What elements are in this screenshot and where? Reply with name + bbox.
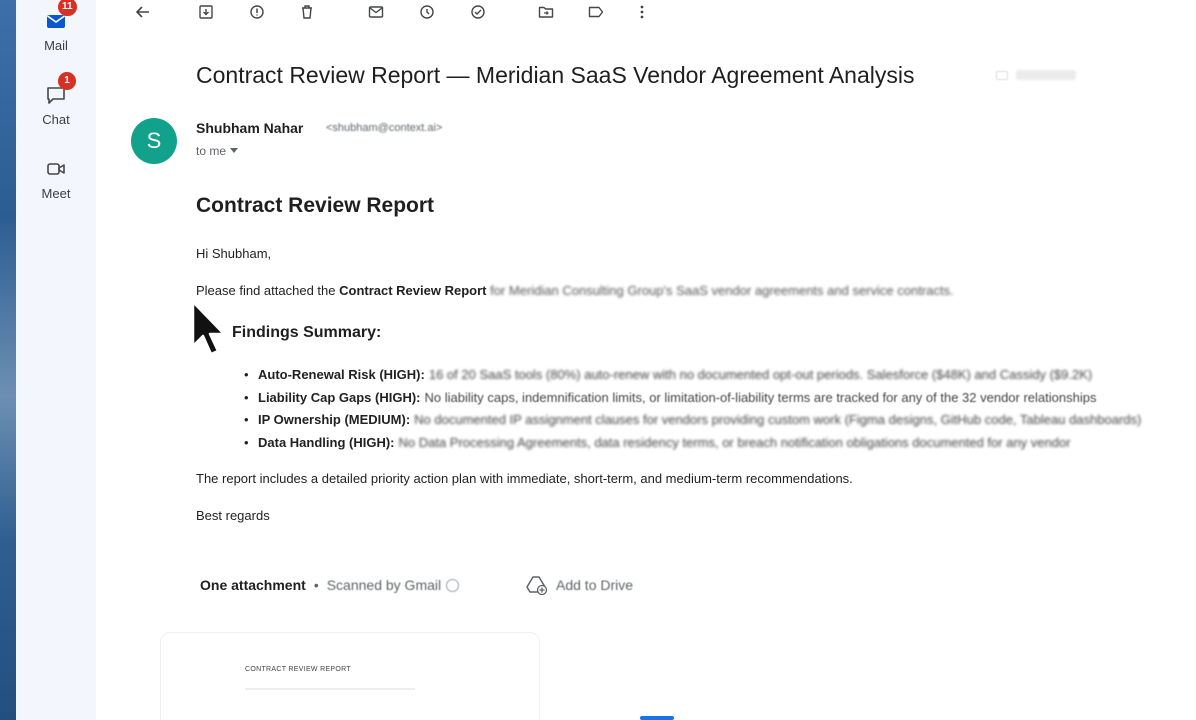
add-task-icon[interactable]: [467, 2, 489, 22]
message-toolbar: [120, 0, 680, 24]
snooze-icon[interactable]: [416, 2, 438, 22]
add-to-drive-icon: [526, 575, 548, 595]
finding-label: Data Handling (HIGH):: [258, 434, 395, 450]
list-item: [244, 434, 1196, 457]
email-subject: Contract Review Report — Meridian SaaS Vendor Agreement Analysis: [196, 62, 915, 88]
report-spam-icon[interactable]: [246, 2, 268, 22]
intro-prefix: Please find attached the: [196, 283, 340, 298]
finding-label: IP Ownership (MEDIUM):: [258, 412, 411, 427]
more-vert-icon[interactable]: [631, 2, 653, 22]
bullet-icon: •: [244, 412, 249, 427]
recipient-details-toggle[interactable]: [196, 144, 238, 158]
intro-suffix: for Meridian Consulting Group's SaaS vendor agreements and service contracts.: [486, 283, 954, 298]
greeting-text: Hi Shubham,: [196, 246, 272, 261]
scroll-indicator: [640, 716, 674, 720]
rail-item-label: Chat: [42, 112, 70, 127]
bullet-icon: •: [244, 367, 249, 382]
rail-item-label: Meet: [41, 186, 71, 201]
finding-text: No liability caps, indemnification limits, or limitation-of-liability terms are tracked for any of the 32 vendor relationships: [424, 389, 1097, 405]
chat-unread-badge: 1: [58, 72, 76, 90]
subject-labels: [996, 70, 1076, 80]
add-to-drive-label: Add to Drive: [556, 577, 634, 593]
delete-icon[interactable]: [296, 2, 318, 22]
intro-bold: Contract Review Report: [339, 283, 487, 298]
signoff-text: Best regards: [196, 508, 270, 523]
move-to-icon[interactable]: [535, 2, 557, 22]
desktop-wallpaper: [0, 0, 16, 720]
separator-dot: •: [313, 577, 319, 593]
rail-item-mail[interactable]: [16, 1, 96, 68]
chevron-down-icon: [230, 148, 238, 154]
rail-item-meet[interactable]: [16, 154, 96, 216]
chat-icon: [40, 75, 72, 110]
archive-icon[interactable]: [195, 2, 217, 22]
mouse-pointer-icon: [190, 300, 228, 358]
to-me-label: to me: [196, 144, 227, 158]
rail-item-label: Mail: [44, 38, 68, 53]
attachment-thumbnail-title: CONTRACT REVIEW REPORT: [245, 666, 351, 673]
important-marker-icon[interactable]: [996, 71, 1008, 80]
bullet-icon: •: [244, 389, 249, 405]
list-item: [244, 411, 1196, 434]
mail-icon: [40, 1, 73, 36]
list-item: [244, 366, 1196, 389]
finding-text: No Data Processing Agreements, data residency terms, or breach notification obligations documented for any vendor: [398, 434, 1071, 450]
finding-text: 16 of 20 SaaS tools (80%) auto-renew with no documented opt-out periods. Salesforce ($48K) and Cassidy ($9.2K): [428, 367, 1093, 382]
sender-email: <shubham@context.ai>: [326, 122, 443, 134]
inbox-label-chip[interactable]: [1016, 70, 1076, 80]
findings-summary-heading: Findings Summary:: [232, 324, 382, 341]
finding-label: Liability Cap Gaps (HIGH):: [258, 389, 421, 405]
mail-unread-badge: 11: [58, 0, 77, 16]
scanned-by-gmail: Scanned by Gmail: [326, 577, 442, 593]
finding-label: Auto-Renewal Risk (HIGH):: [258, 367, 425, 382]
sender-name[interactable]: Shubham Nahar: [196, 120, 304, 136]
attachment-card[interactable]: [160, 632, 540, 720]
label-icon[interactable]: [585, 2, 607, 22]
attachments-count: One attachment: [200, 577, 306, 593]
report-description: The report includes a detailed priority action plan with immediate, short-term, and medium-term recommendations.: [196, 471, 853, 486]
attachments-header: [200, 577, 459, 593]
info-icon[interactable]: [446, 579, 459, 592]
app-rail: [16, 0, 96, 720]
bullet-icon: •: [244, 434, 249, 450]
intro-paragraph: [196, 283, 954, 298]
rail-item-chat[interactable]: [16, 75, 96, 142]
add-to-drive-button[interactable]: [526, 575, 633, 595]
sender-avatar[interactable]: S: [131, 118, 177, 164]
finding-text: No documented IP assignment clauses for vendors providing custom work (Figma designs, GitHub code, Tableau dashboards): [414, 412, 1142, 427]
thumbnail-divider: [245, 688, 415, 690]
findings-list: [244, 366, 1196, 456]
list-item: [244, 389, 1196, 412]
back-arrow-icon[interactable]: [132, 2, 154, 22]
video-camera-icon: [40, 154, 72, 184]
mark-unread-icon[interactable]: [365, 2, 387, 22]
email-body-heading: Contract Review Report: [196, 194, 435, 217]
